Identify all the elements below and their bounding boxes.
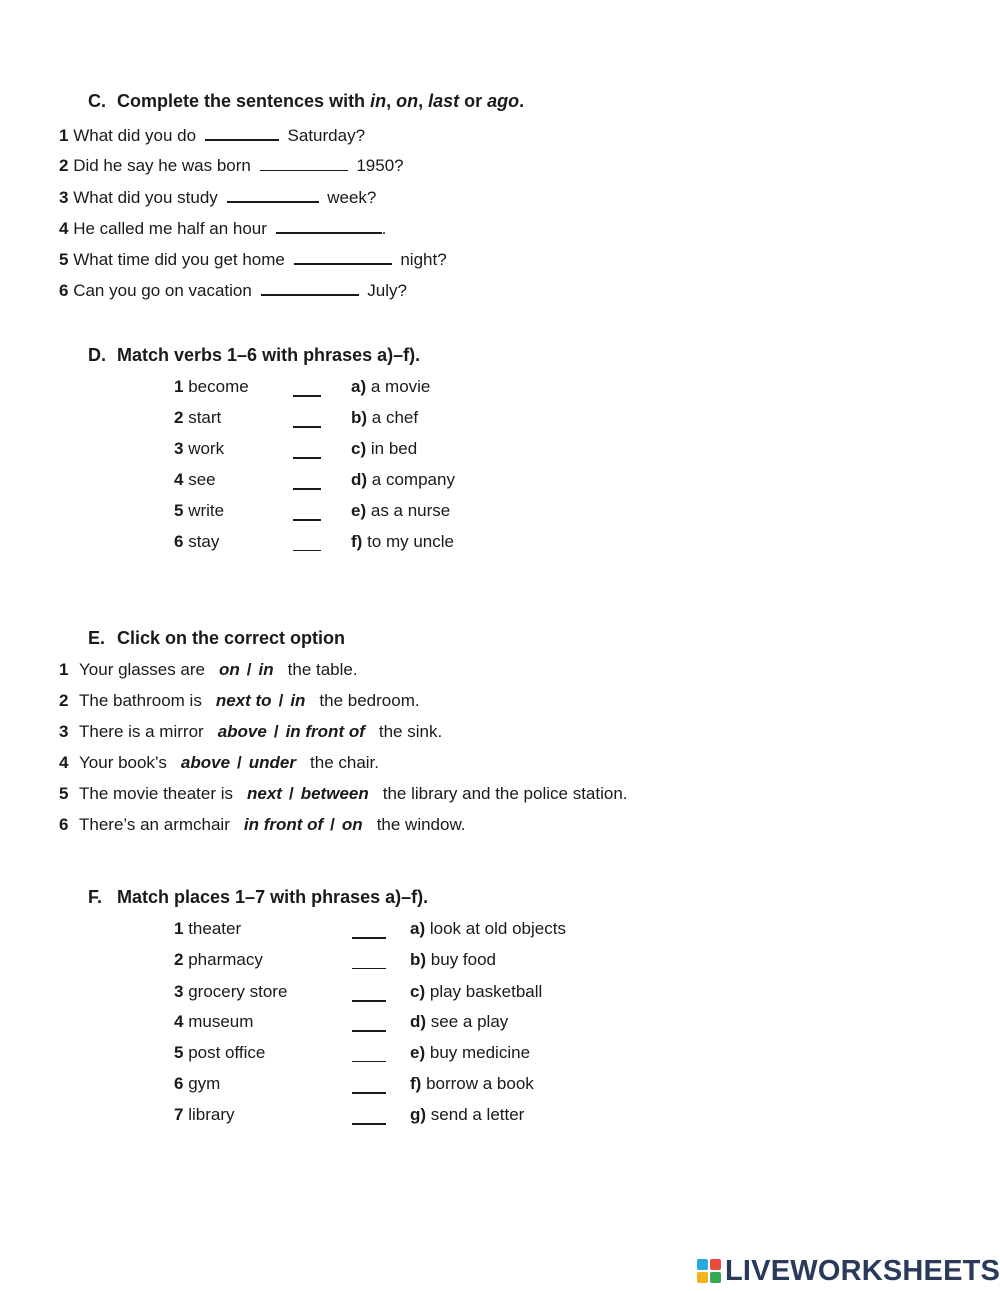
- phrase-letter: b): [351, 408, 368, 427]
- option-above[interactable]: above: [217, 722, 267, 741]
- question-c6: [59, 278, 407, 301]
- option-separator: /: [246, 660, 252, 679]
- heading-word: last: [428, 91, 460, 111]
- option-on[interactable]: on: [219, 660, 240, 679]
- place-item: [174, 1043, 265, 1063]
- question-text: the chair.: [310, 753, 380, 772]
- verb-number: 6: [174, 532, 184, 551]
- place-number: 3: [174, 982, 184, 1001]
- section-letter: E.: [88, 628, 106, 648]
- match-blank[interactable]: [352, 954, 386, 969]
- phrase-letter: e): [410, 1043, 426, 1062]
- match-blank[interactable]: [352, 1078, 386, 1094]
- match-blank[interactable]: [293, 443, 321, 459]
- verb-word: see: [188, 470, 216, 489]
- question-number: 3: [59, 722, 69, 741]
- question-number: 1: [59, 660, 69, 679]
- verb-item: [174, 532, 219, 552]
- heading-word: on: [396, 91, 419, 111]
- question-c2: [59, 154, 404, 176]
- question-text: There’s an armchair: [79, 815, 230, 834]
- match-blank[interactable]: [352, 923, 386, 939]
- liveworksheets-logo: [697, 1254, 1000, 1288]
- match-blank[interactable]: [352, 986, 386, 1002]
- section-e-heading: [88, 628, 345, 649]
- option-separator: /: [288, 784, 294, 803]
- verb-item: [174, 501, 224, 521]
- question-e2: [59, 691, 420, 711]
- section-d-heading: [88, 345, 420, 366]
- place-item: [174, 919, 241, 939]
- heading-punct: ,: [386, 91, 397, 111]
- heading-punct: .: [519, 91, 525, 111]
- phrase-letter: b): [410, 950, 427, 969]
- question-text: Your glasses are: [79, 660, 206, 679]
- question-c5: [59, 247, 447, 270]
- verb-number: 2: [174, 408, 184, 427]
- question-e4: [59, 753, 379, 773]
- phrase-letter: d): [410, 1012, 427, 1031]
- section-letter: D.: [88, 345, 106, 365]
- place-word: theater: [188, 919, 242, 938]
- question-text: Your book’s: [79, 753, 167, 772]
- answer-blank[interactable]: [260, 154, 348, 171]
- phrase-text: a movie: [370, 377, 431, 396]
- phrase-letter: f): [351, 532, 363, 551]
- heading-text: Complete the sentences with: [117, 91, 371, 111]
- question-c1: [59, 123, 365, 146]
- phrase-text: play basketball: [429, 982, 543, 1001]
- phrase-item: [351, 532, 454, 552]
- option-between[interactable]: between: [300, 784, 369, 803]
- phrase-item: [410, 1043, 530, 1063]
- logo-block: [697, 1259, 708, 1270]
- answer-blank[interactable]: [261, 278, 359, 296]
- place-word: grocery store: [188, 982, 288, 1001]
- phrase-letter: f): [410, 1074, 422, 1093]
- verb-number: 3: [174, 439, 184, 458]
- question-number: 4: [59, 219, 69, 238]
- match-blank[interactable]: [293, 505, 321, 521]
- phrase-item: [410, 950, 496, 970]
- option-next[interactable]: next: [247, 784, 282, 803]
- verb-item: [174, 470, 216, 490]
- question-text: the window.: [376, 815, 466, 834]
- answer-blank[interactable]: [276, 216, 382, 234]
- phrase-text: buy medicine: [429, 1043, 531, 1062]
- verb-item: [174, 439, 224, 459]
- question-e6: [59, 815, 466, 835]
- phrase-letter: e): [351, 501, 367, 520]
- question-number: 5: [59, 784, 69, 803]
- match-blank[interactable]: [293, 412, 321, 428]
- phrase-item: [410, 1105, 524, 1125]
- place-number: 7: [174, 1105, 184, 1124]
- phrase-item: [351, 470, 455, 490]
- match-blank[interactable]: [352, 1016, 386, 1032]
- question-text: He called me half an hour: [73, 219, 267, 238]
- phrase-letter: c): [351, 439, 367, 458]
- phrase-item: [410, 1012, 508, 1032]
- question-text: Can you go on vacation: [73, 281, 252, 300]
- question-text: Did he say he was born: [73, 156, 251, 175]
- question-number: 2: [59, 156, 69, 175]
- match-blank[interactable]: [352, 1109, 386, 1125]
- phrase-text: a chef: [371, 408, 419, 427]
- phrase-text: a company: [371, 470, 455, 489]
- phrase-text: see a play: [430, 1012, 509, 1031]
- phrase-item: [410, 919, 566, 939]
- match-blank[interactable]: [352, 1047, 386, 1062]
- question-text: The bathroom is: [79, 691, 202, 710]
- place-number: 4: [174, 1012, 184, 1031]
- heading-word: in: [370, 91, 387, 111]
- phrase-text: buy food: [430, 950, 497, 969]
- option-separator: /: [273, 722, 279, 741]
- place-number: 1: [174, 919, 184, 938]
- match-blank[interactable]: [293, 381, 321, 397]
- place-number: 5: [174, 1043, 184, 1062]
- phrase-text: send a letter: [430, 1105, 525, 1124]
- question-number: 6: [59, 281, 69, 300]
- place-word: post office: [188, 1043, 266, 1062]
- answer-blank[interactable]: [227, 185, 319, 203]
- section-f-heading: [88, 887, 428, 908]
- question-number: 3: [59, 188, 69, 207]
- option-above[interactable]: above: [180, 753, 231, 772]
- place-item: [174, 1074, 220, 1094]
- verb-word: stay: [188, 532, 220, 551]
- verb-word: start: [188, 408, 222, 427]
- option-next-to[interactable]: next to: [215, 691, 272, 710]
- phrase-item: [351, 439, 417, 459]
- place-item: [174, 950, 263, 970]
- answer-blank[interactable]: [205, 123, 279, 141]
- heading-text: Match places 1–7 with phrases a)–f).: [117, 887, 429, 907]
- option-in[interactable]: in: [258, 660, 274, 679]
- option-on[interactable]: on: [341, 815, 363, 834]
- answer-blank[interactable]: [294, 247, 392, 265]
- phrase-letter: a): [410, 919, 426, 938]
- question-c3: [59, 185, 376, 208]
- phrase-text: to my uncle: [367, 532, 454, 551]
- place-number: 6: [174, 1074, 184, 1093]
- logo-block: [710, 1259, 721, 1270]
- verb-number: 4: [174, 470, 184, 489]
- question-text: 1950?: [356, 156, 404, 175]
- question-e3: [59, 722, 442, 742]
- verb-item: [174, 377, 249, 397]
- match-blank[interactable]: [293, 536, 321, 551]
- question-text: What time did you get home: [73, 250, 285, 269]
- question-number: 5: [59, 250, 69, 269]
- question-text: the library and the police station.: [382, 784, 628, 803]
- question-text: week?: [327, 188, 377, 207]
- phrase-text: look at old objects: [429, 919, 566, 938]
- question-text: The movie theater is: [79, 784, 234, 803]
- question-text: the table.: [287, 660, 358, 679]
- place-word: gym: [188, 1074, 221, 1093]
- match-blank[interactable]: [293, 474, 321, 490]
- question-text: What did you study: [73, 188, 218, 207]
- phrase-item: [410, 982, 542, 1002]
- place-item: [174, 982, 287, 1002]
- phrase-letter: c): [410, 982, 426, 1001]
- question-number: 6: [59, 815, 69, 834]
- option-in[interactable]: in: [290, 691, 306, 710]
- question-e5: [59, 784, 628, 804]
- verb-word: become: [188, 377, 249, 396]
- option-separator: /: [237, 753, 242, 772]
- heading-punct: ,: [418, 91, 429, 111]
- option-under[interactable]: under: [248, 753, 297, 772]
- phrase-text: borrow a book: [426, 1074, 534, 1093]
- question-text: .: [381, 219, 387, 238]
- question-c4: [59, 216, 386, 239]
- question-text: Saturday?: [287, 126, 366, 145]
- verb-number: 1: [174, 377, 184, 396]
- place-item: [174, 1012, 253, 1032]
- place-number: 2: [174, 950, 184, 969]
- phrase-letter: a): [351, 377, 367, 396]
- heading-punct: or: [459, 91, 488, 111]
- phrase-item: [351, 377, 430, 397]
- phrase-item: [351, 408, 418, 428]
- option-in-front-of[interactable]: in front of: [243, 815, 324, 834]
- question-number: 1: [59, 126, 69, 145]
- question-text: There is a mirror: [79, 722, 204, 741]
- logo-block: [697, 1272, 708, 1283]
- section-letter: C.: [88, 91, 106, 111]
- verb-number: 5: [174, 501, 184, 520]
- place-word: pharmacy: [188, 950, 263, 969]
- option-in-front-of[interactable]: in front of: [285, 722, 365, 741]
- question-e1: [59, 660, 358, 680]
- question-text: the sink.: [378, 722, 443, 741]
- place-word: museum: [188, 1012, 254, 1031]
- place-item: [174, 1105, 235, 1125]
- section-c-heading: [88, 91, 524, 112]
- question-text: night?: [400, 250, 447, 269]
- phrase-letter: d): [351, 470, 368, 489]
- phrase-text: as a nurse: [370, 501, 451, 520]
- verb-word: work: [188, 439, 225, 458]
- phrase-item: [351, 501, 450, 521]
- logo-blocks-icon: [697, 1259, 721, 1283]
- option-separator: /: [330, 815, 335, 834]
- verb-item: [174, 408, 221, 428]
- place-word: library: [188, 1105, 235, 1124]
- heading-text: Click on the correct option: [117, 628, 346, 648]
- question-number: 2: [59, 691, 69, 710]
- heading-text: Match verbs 1–6 with phrases a)–f).: [117, 345, 421, 365]
- question-text: the bedroom.: [319, 691, 420, 710]
- section-letter: F.: [88, 887, 103, 907]
- verb-word: write: [188, 501, 225, 520]
- option-separator: /: [278, 691, 284, 710]
- question-number: 4: [59, 753, 69, 772]
- logo-block: [710, 1272, 721, 1283]
- phrase-item: [410, 1074, 534, 1094]
- heading-word: ago: [487, 91, 520, 111]
- logo-text: LIVEWORKSHEETS: [725, 1254, 1000, 1287]
- question-text: What did you do: [73, 126, 197, 145]
- phrase-text: in bed: [370, 439, 418, 458]
- question-text: July?: [367, 281, 407, 300]
- phrase-letter: g): [410, 1105, 427, 1124]
